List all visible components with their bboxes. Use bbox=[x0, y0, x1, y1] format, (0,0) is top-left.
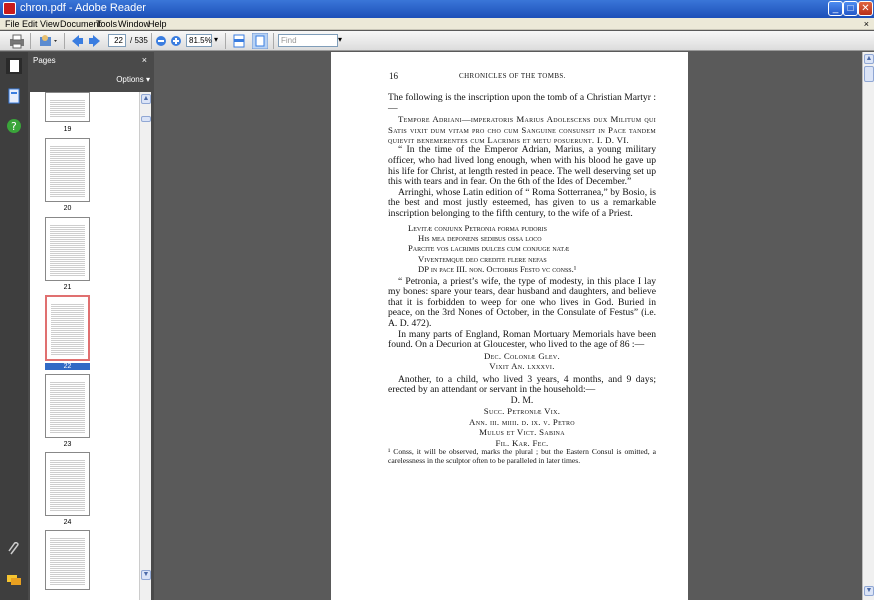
pages-panel-close-icon[interactable]: × bbox=[141, 55, 147, 65]
close-button[interactable]: ✕ bbox=[858, 1, 873, 16]
menu-window[interactable]: Window bbox=[118, 19, 151, 29]
inscription-line: Dec. Coloniæ Glev. bbox=[483, 350, 561, 361]
page-number-input[interactable]: 22 bbox=[108, 34, 126, 47]
page-thumbnail-20[interactable] bbox=[45, 138, 90, 202]
fit-width-icon[interactable] bbox=[232, 33, 246, 49]
collaborate-icon[interactable] bbox=[37, 33, 59, 49]
menu-bar bbox=[0, 18, 874, 30]
title-bar bbox=[0, 0, 874, 18]
zoom-level-input[interactable]: 81.5% bbox=[186, 34, 212, 47]
pages-panel-icon[interactable] bbox=[6, 58, 22, 74]
comments-icon[interactable] bbox=[6, 572, 22, 588]
thumbnail-label: 19 bbox=[63, 126, 72, 133]
paragraph: “ Petronia, a priest’s wife, the type of modesty, in this place I lay my bones: spare your tears, dear husband and daughters, and believe that it is forbidden to weep for one who lives in God. Buried in peace, on the 3rd Nones of October, in the Consulate of Festus” (i.e. A. D. 472). bbox=[388, 275, 656, 329]
next-page-icon[interactable] bbox=[88, 33, 102, 49]
zoom-dropdown-icon[interactable]: ▾ bbox=[214, 35, 219, 44]
menu-file[interactable]: File bbox=[5, 19, 20, 29]
running-title: CHRONICLES OF THE TOMBS. bbox=[459, 72, 566, 80]
print-icon[interactable] bbox=[8, 33, 26, 49]
menu-tools[interactable]: Tools bbox=[96, 19, 118, 29]
pdf-page bbox=[331, 52, 688, 600]
menu-edit[interactable]: Edit bbox=[22, 19, 38, 29]
latin-inscription: Tempore Adriani—imperatoris Marius Adolescens dux Militum qui Satis vixit dum vitam pro cho cum Sanguine consunsit in Pace tandem quievit benemerentes cum Lacrimis et metu posuerunt. I. D. VI. bbox=[388, 114, 656, 145]
window-title: chron.pdf - Adobe Reader bbox=[20, 2, 146, 14]
paragraph: Arringhi, whose Latin edition of “ Roma Sotterranea,” by Bosio, is the best and most justly esteemed, has given to us a remarkable inscription belonging to the fifth century, to the wife of a Priest. bbox=[388, 186, 656, 219]
footnote: ¹ Conss, it will be observed, marks the plural ; but the Eastern Consul is omitted, a carelessness in the sculptor often to be paralleled in later times. bbox=[388, 446, 656, 465]
verse-line: Levitæ conjunx Petronia forma pudoris bbox=[408, 222, 547, 233]
paragraph: Another, to a child, who lived 3 years, 4 months, and 9 days; erected by an attendant or servant in the household:— bbox=[388, 373, 656, 396]
document-scrollbar[interactable] bbox=[862, 52, 874, 600]
scroll-up-icon[interactable]: ▲ bbox=[865, 55, 873, 62]
scroll-down-icon[interactable]: ▼ bbox=[142, 571, 150, 578]
find-dropdown-icon[interactable]: ▾ bbox=[338, 35, 343, 44]
thumbnail-label: 24 bbox=[63, 519, 72, 526]
minimize-button[interactable]: _ bbox=[828, 1, 843, 16]
scroll-down-icon[interactable]: ▼ bbox=[865, 587, 873, 594]
page-body bbox=[388, 93, 656, 465]
inscription-line: Ann. iii. miiii. d. ix. v. Petro bbox=[469, 416, 575, 427]
menu-help[interactable]: Help bbox=[148, 19, 167, 29]
pages-panel bbox=[28, 52, 154, 600]
scroll-thumb[interactable] bbox=[864, 66, 874, 82]
verse-line: Viventemque deo credite flere nefas bbox=[418, 253, 547, 264]
thumbnail-label: 21 bbox=[63, 284, 72, 291]
paragraph: “ In the time of the Emperor Adrian, Marius, a young military officer, who had lived long enough, when with his blood he gave up his life for Christ, at length rested in peace. The well deserving set up this with tears and in fear. On the 6th of the Ides of December.” bbox=[388, 144, 656, 188]
page-thumbnail-23[interactable] bbox=[45, 374, 90, 438]
adobe-reader-icon bbox=[3, 2, 16, 15]
help-icon[interactable] bbox=[6, 118, 22, 134]
thumbnail-scrollbar[interactable] bbox=[139, 92, 151, 600]
pages-panel-header bbox=[28, 52, 154, 70]
previous-page-icon[interactable] bbox=[70, 33, 84, 49]
fit-page-icon[interactable] bbox=[252, 33, 268, 49]
attachments-icon[interactable] bbox=[6, 542, 22, 558]
verse-inscription bbox=[388, 223, 656, 275]
scroll-up-icon[interactable]: ▲ bbox=[142, 95, 150, 102]
page-total: / 535 bbox=[130, 36, 148, 45]
inscription-line: D. M. bbox=[510, 394, 534, 406]
zoom-out-icon[interactable] bbox=[155, 33, 167, 49]
inscription-line: Vixit An. lxxxvi. bbox=[489, 361, 555, 372]
verse-line: DP in pace III. non. Octobris Festo vc conss.¹ bbox=[418, 264, 577, 275]
page-thumbnail-22[interactable] bbox=[45, 295, 90, 361]
inscription-line: Fil. Kar. Fec. bbox=[495, 437, 549, 448]
options-menu[interactable]: Options ▾ bbox=[116, 75, 150, 84]
find-input[interactable]: Find bbox=[278, 34, 338, 47]
paragraph: The following is the inscription upon the tomb of a Christian Martyr :— bbox=[388, 92, 656, 114]
page-thumbnail-19[interactable] bbox=[45, 92, 90, 122]
thumbnail-label-selected: 22 bbox=[45, 363, 90, 370]
thumbnail-label: 20 bbox=[63, 205, 72, 212]
inscription-line: Succ. Petroniæ Vix. bbox=[483, 406, 561, 417]
scroll-thumb[interactable] bbox=[141, 116, 151, 122]
svg-text:?: ? bbox=[11, 120, 17, 133]
verse-line: Parcite vos lacrimis dulces cum conjuge natæ bbox=[408, 243, 570, 254]
paragraph: In many parts of England, Roman Mortuary Memorials have been found. On a Decurion at Gloucester, who lived to the age of 86 :— bbox=[388, 328, 656, 351]
zoom-in-icon[interactable] bbox=[170, 33, 182, 49]
toolbar bbox=[0, 31, 874, 51]
page-thumbnail-21[interactable] bbox=[45, 217, 90, 281]
pages-panel-title: Pages bbox=[33, 56, 56, 65]
menu-view[interactable]: View bbox=[40, 19, 60, 29]
thumbnail-label: 23 bbox=[63, 441, 72, 448]
page-thumbnail-25[interactable] bbox=[45, 530, 90, 590]
bookmarks-icon[interactable] bbox=[6, 88, 22, 104]
page-number: 16 bbox=[389, 71, 398, 81]
maximize-button[interactable]: □ bbox=[843, 1, 858, 16]
page-thumbnail-24[interactable] bbox=[45, 452, 90, 516]
verse-line: His mea deponens sedibus ossa loco bbox=[418, 232, 542, 243]
document-close-icon[interactable]: × bbox=[863, 19, 869, 29]
inscription-line: Mulus et Vict. Sabina bbox=[479, 427, 565, 438]
navigation-icon-strip bbox=[0, 52, 28, 600]
page-thumbnails bbox=[30, 92, 151, 600]
menu-document[interactable]: Document bbox=[60, 19, 102, 29]
